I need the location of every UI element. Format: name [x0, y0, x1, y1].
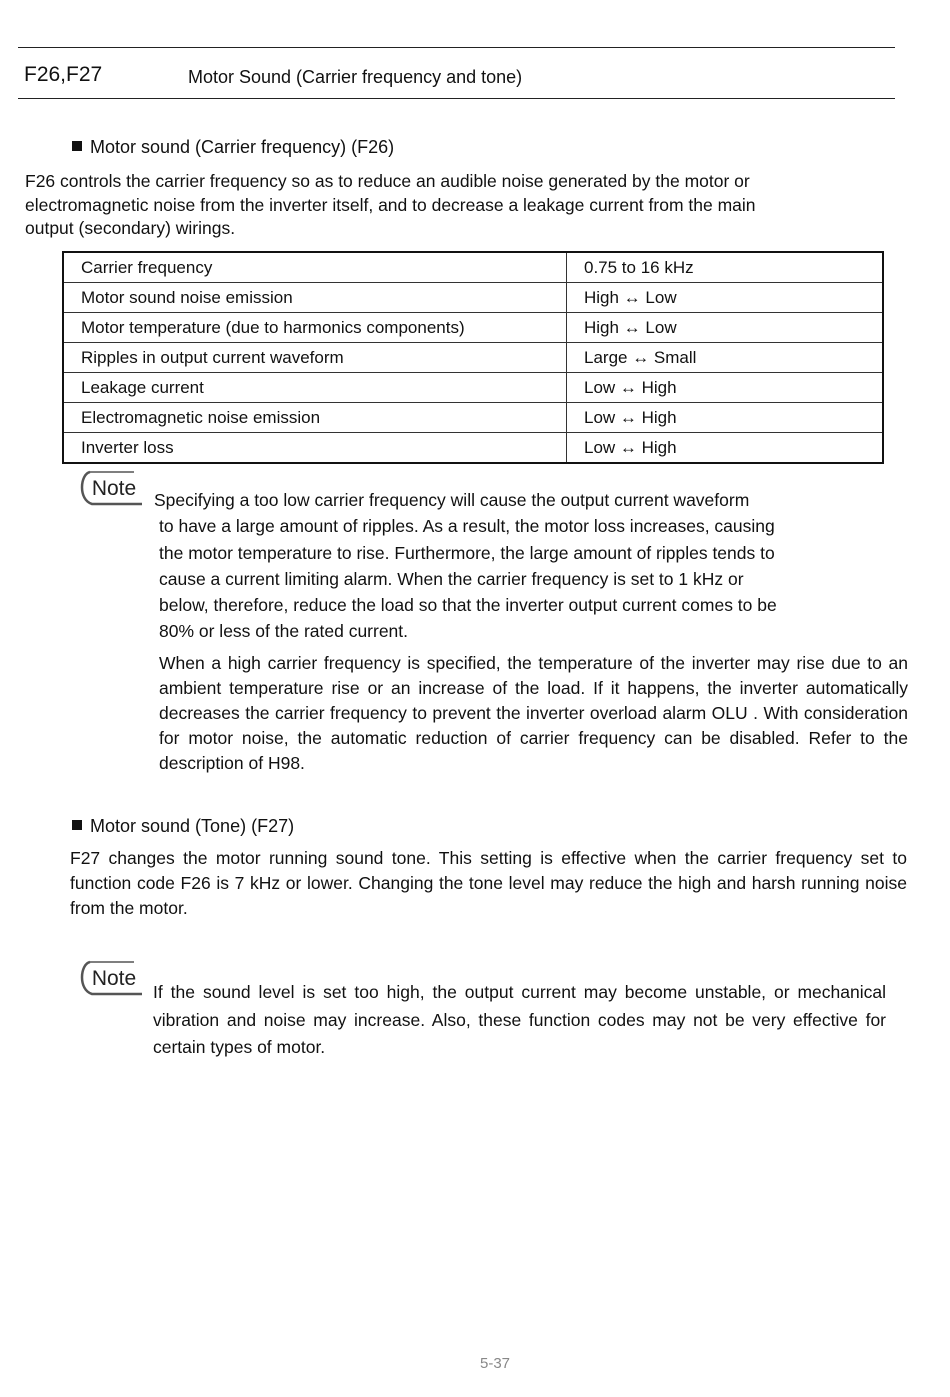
note-carrier-high: When a high carrier frequency is specified, the temperature of the inverter may rise due to an ambient temperature rise or an increase of the load. If it happens, the inverter automatically decreases the carrier frequency to prevent the inverter overload alarm OLU . With consideration for motor noise, the automatic reduction of carrier frequency can be disabled. Refer to the description of H98. — [159, 653, 908, 773]
tone-intro: F27 changes the motor running sound tone. This setting is effective when the carrier frequency set to function code F26 is 7 kHz or lower. Changing the tone level may reduce the high and harsh running noise from the motor. — [70, 848, 907, 918]
table-cell-value: High ↔ Low — [567, 313, 884, 343]
table-row — [63, 373, 883, 403]
note-line: cause a current limiting alarm. When the carrier frequency is set to 1 kHz or — [159, 568, 744, 589]
table-cell-item: Leakage current — [63, 373, 567, 403]
intro-line: electromagnetic noise from the inverter itself, and to decrease a leakage current from the main — [25, 194, 756, 215]
table-row — [63, 313, 883, 343]
header-top-rule — [18, 47, 895, 48]
note-icon — [76, 959, 144, 997]
table-row — [63, 403, 883, 433]
bullet-square-icon — [72, 820, 82, 830]
note-line: to have a large amount of ripples. As a result, the motor loss increases, causing — [159, 516, 775, 537]
header-bottom-rule — [18, 98, 895, 99]
table-cell-value: 0.75 to 16 kHz — [567, 252, 884, 283]
table-cell-value: High ↔ Low — [567, 283, 884, 313]
page-title: Motor Sound (Carrier frequency and tone) — [188, 67, 523, 87]
table-cell-item: Carrier frequency — [63, 252, 567, 283]
table-row — [63, 283, 883, 313]
note-tone: If the sound level is set too high, the output current may become unstable, or mechanical vibration and noise may increase. Also, these function codes may not be very effective for certain types of motor. — [153, 982, 886, 1057]
note-line: Specifying a too low carrier frequency will cause the output current waveform — [154, 490, 750, 510]
table-cell-value: Large ↔ Small — [567, 343, 884, 373]
table-cell-item: Ripples in output current waveform — [63, 343, 567, 373]
function-code: F26,F27 — [24, 63, 103, 86]
bullet-square-icon — [72, 141, 82, 151]
section-heading-text: Motor sound (Tone) (F27) — [90, 816, 295, 836]
table-cell-item: Motor temperature (due to harmonics components) — [63, 313, 567, 343]
section-heading-carrier — [72, 137, 394, 158]
table-row — [63, 252, 883, 283]
note-label: Note — [91, 967, 137, 990]
table-cell-value: Low ↔ High — [567, 433, 884, 464]
intro-line: output (secondary) wirings. — [25, 218, 236, 238]
carrier-intro — [25, 170, 905, 241]
note-line: 80% or less of the rated current. — [159, 621, 409, 642]
note-line: the motor temperature to rise. Furthermore, the large amount of ripples tends to — [159, 542, 775, 563]
table-row — [63, 433, 883, 464]
note-line: below, therefore, reduce the load so that the inverter output current comes to be — [159, 595, 777, 616]
note-carrier-low — [154, 487, 894, 645]
table-cell-value: Low ↔ High — [567, 403, 884, 433]
page-number: 5-37 — [479, 1355, 511, 1372]
table-cell-item: Motor sound noise emission — [63, 283, 567, 313]
table-cell-item: Electromagnetic noise emission — [63, 403, 567, 433]
table-row — [63, 343, 883, 373]
table-cell-value: Low ↔ High — [567, 373, 884, 403]
section-heading-text: Motor sound (Carrier frequency) (F26) — [90, 137, 395, 157]
note-icon — [76, 469, 144, 507]
note-label: Note — [91, 477, 137, 500]
carrier-effects-table — [62, 251, 884, 464]
intro-line: F26 controls the carrier frequency so as to reduce an audible noise generated by the motor or — [25, 171, 750, 191]
table-cell-item: Inverter loss — [63, 433, 567, 464]
section-heading-tone — [72, 816, 294, 837]
